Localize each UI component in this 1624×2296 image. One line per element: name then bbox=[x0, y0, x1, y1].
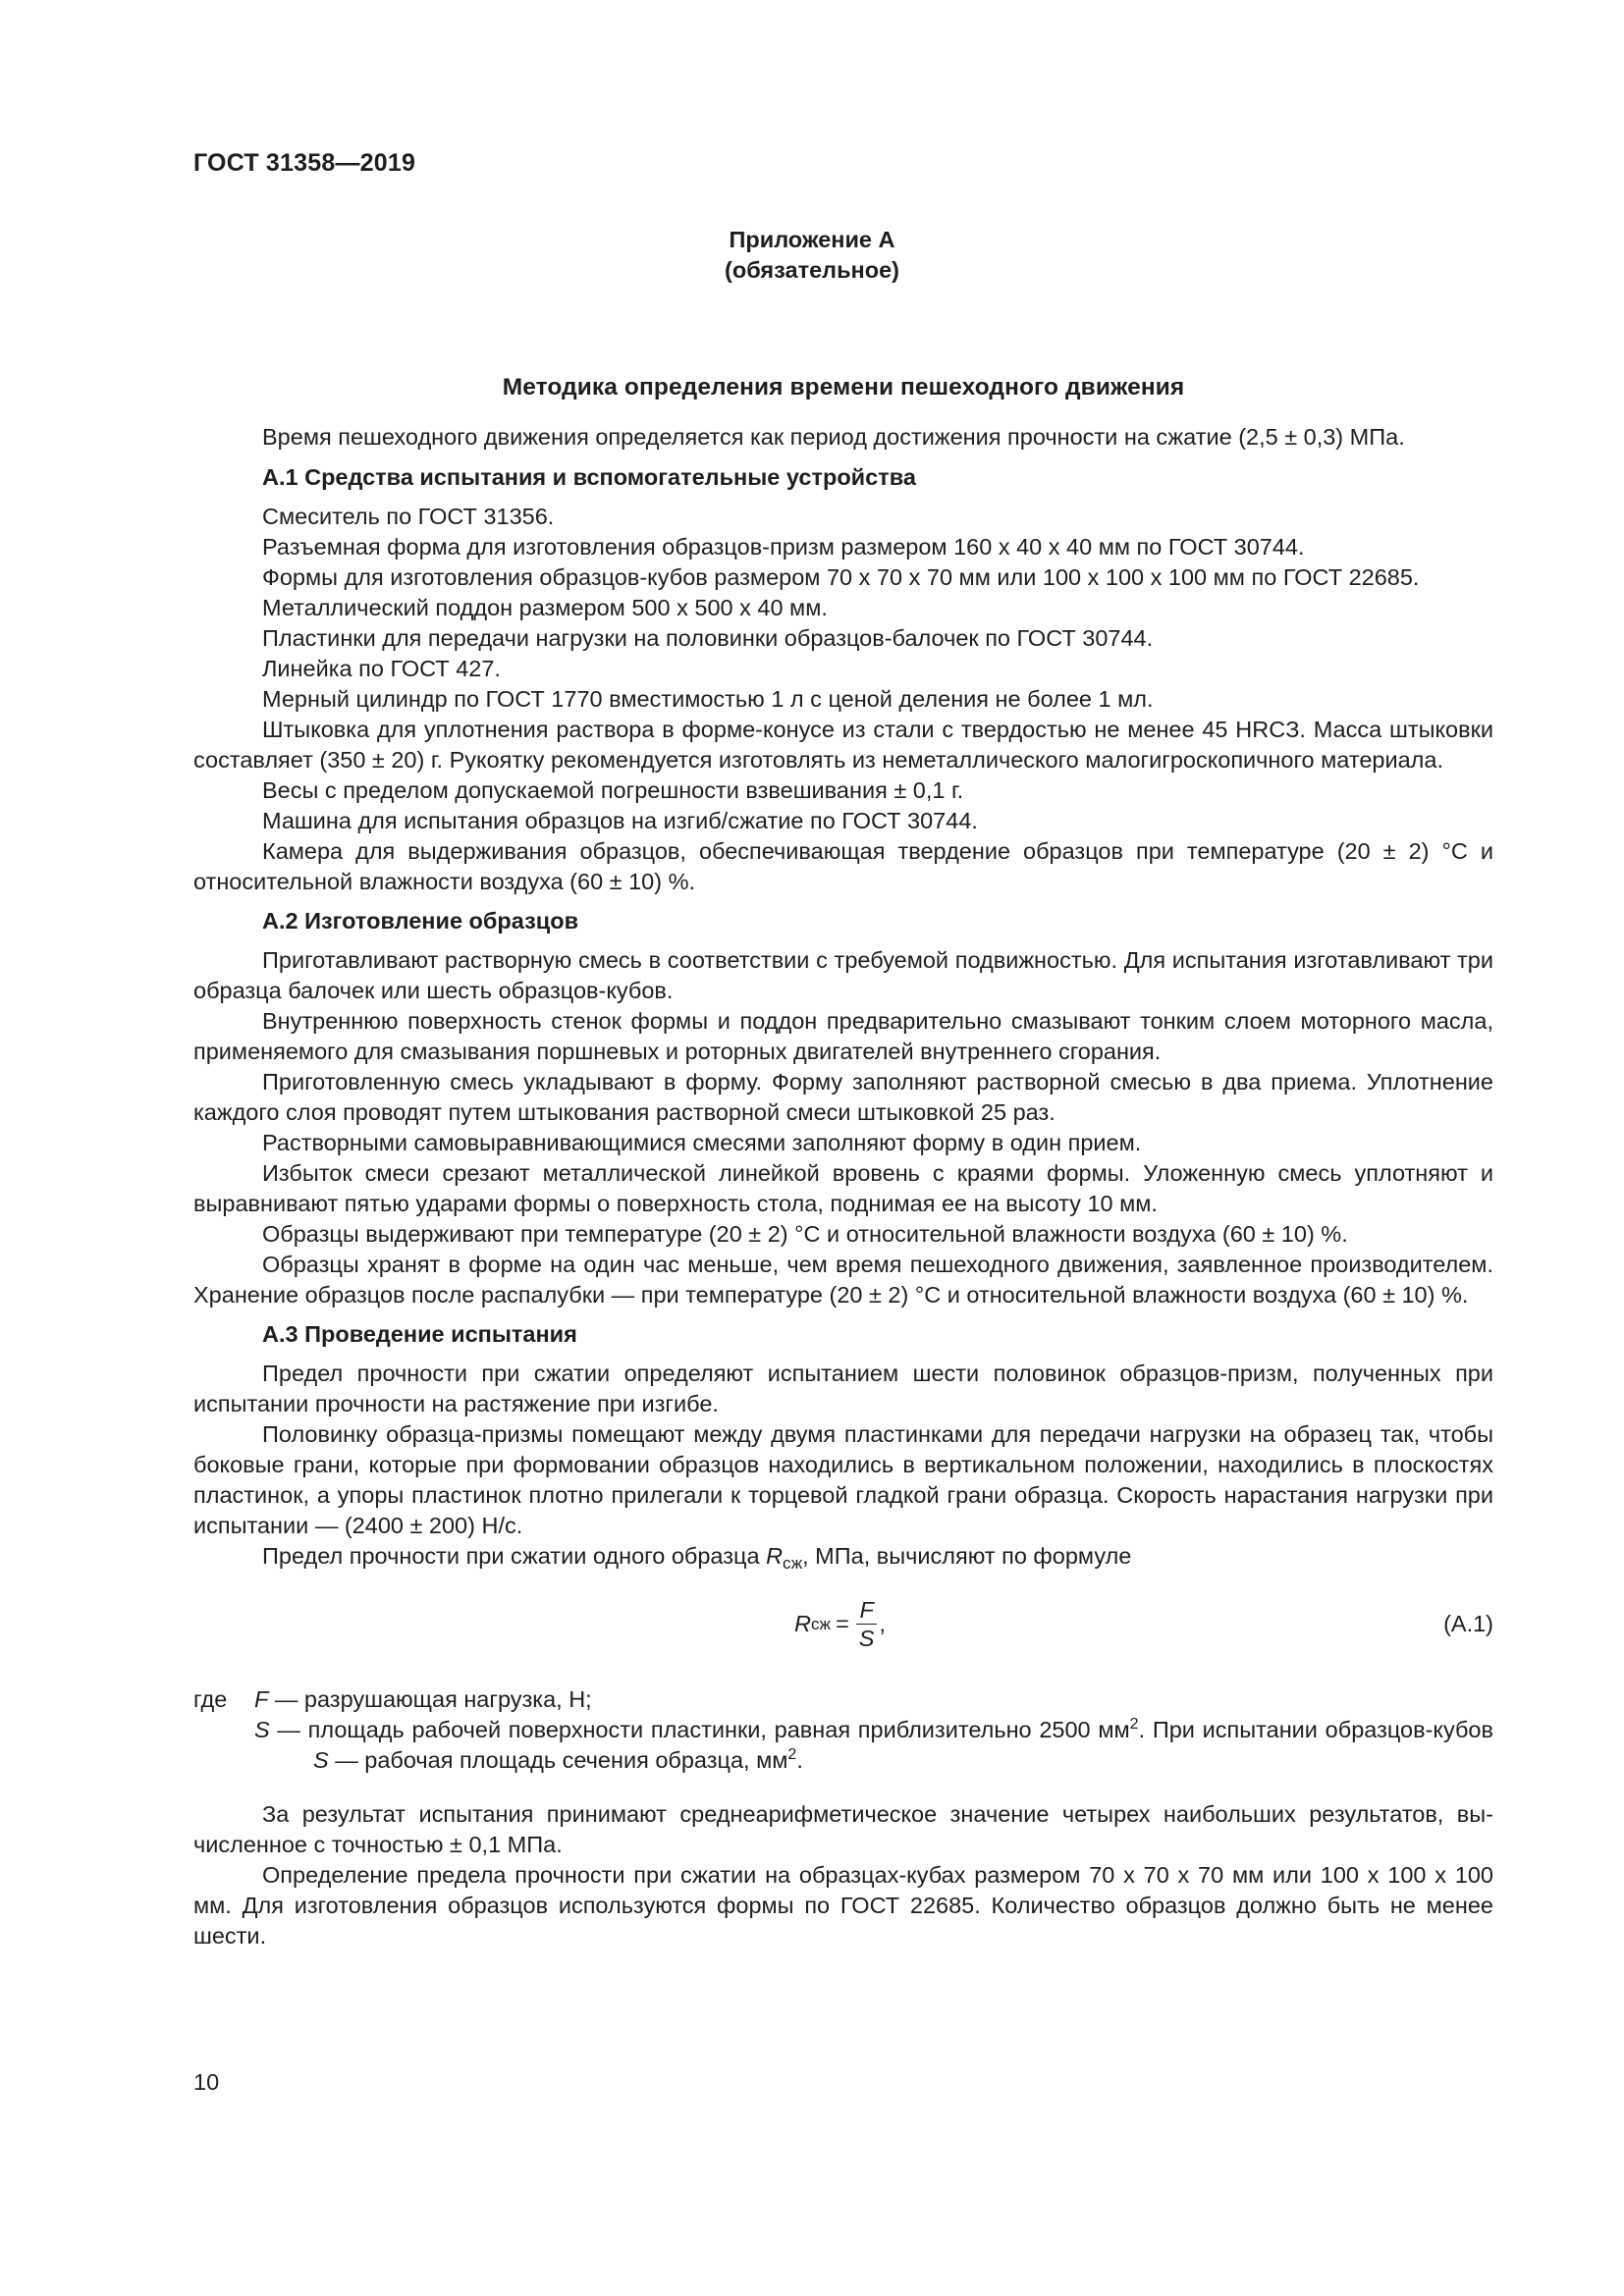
formula-a1 bbox=[193, 1592, 1493, 1667]
equipment-item: Весы с пределом допускаемой погрешности взвешивания ± 0,1 г. bbox=[262, 777, 964, 803]
formula-lhs-variable: R bbox=[794, 1611, 811, 1636]
definition-symbol: S bbox=[313, 1747, 329, 1773]
equipment-item: Линейка по ГОСТ 427. bbox=[262, 656, 501, 681]
formula-intro-variable: R bbox=[766, 1543, 784, 1569]
section-a2-paragraph: Приготовленную смесь укладывают в форму. Форму заполняют растворной смесью в два приема. Уплотнение каждого слоя проводят путем штыкования растворной смеси штыковкой 25 раз. bbox=[193, 1069, 1493, 1125]
formula-fraction bbox=[856, 1596, 878, 1652]
formula-intro-paragraph bbox=[193, 1541, 1493, 1578]
formula-lhs-subscript: сж bbox=[810, 1615, 832, 1633]
section-a3-paragraph: Предел прочности при сжатии определяют испытанием шести половинок образцов-призм, полученных при испытании прочности на растяжение при изгибе. bbox=[193, 1361, 1493, 1416]
definition-S bbox=[193, 1715, 1493, 1776]
definition-symbol: S bbox=[254, 1717, 270, 1742]
formula-number: (А.1) bbox=[1443, 1611, 1493, 1636]
annex-title: Приложение А bbox=[729, 227, 895, 252]
section-a2-body bbox=[193, 945, 1493, 1310]
superscript-2: 2 bbox=[1129, 1716, 1139, 1733]
section-a2-paragraph: Растворными самовыравнивающимися смесями заполняют форму в один прием. bbox=[262, 1130, 1142, 1155]
section-a2-paragraph: Приготавливают растворную смесь в соответствии с требуемой подвижностью. Для испытания изготавливают три образца балочек или шесть образцов-кубов. bbox=[193, 947, 1493, 1003]
section-a2-paragraph: Избыток смеси срезают металлической линейкой вровень с краями формы. Уложенную смесь уплотняют и выравнивают пятью ударами формы о поверхность стола, поднимая ее на высоту 10 мм. bbox=[193, 1160, 1493, 1216]
section-a2-paragraph: Внутреннюю поверхность стенок формы и поддон предварительно смазывают тонким слоем моторного масла, применяемого для смазывания поршневых и роторных двигателей внутреннего сгорания. bbox=[193, 1008, 1493, 1064]
section-a3-closing-paragraph: Определение предела прочности при сжатии на образцах-кубах размером 70 х 70 х 70 мм или 100 х 100 х 100 мм. Для изготовления образцов используются формы по ГОСТ 22685. Количество образцов должно быть не менее шести. bbox=[193, 1862, 1493, 1949]
definition-F bbox=[193, 1684, 1493, 1715]
definition-text-part: — рабочая площадь сечения образца, мм bbox=[328, 1747, 788, 1773]
definition-symbol: F bbox=[254, 1686, 269, 1712]
equipment-item: Разъемная форма для изготовления образцов-призм размером 160 х 40 х 40 мм по ГОСТ 30744. bbox=[262, 534, 1305, 560]
methodology-title: Методика определения времени пешеходного движения bbox=[502, 374, 1185, 400]
equipment-item: Смеситель по ГОСТ 31356. bbox=[262, 504, 555, 529]
formula-intro-suffix: , МПа, вычисляют по формуле bbox=[802, 1543, 1132, 1569]
section-a1-equipment-list bbox=[193, 502, 1493, 897]
formula-definitions bbox=[193, 1684, 1493, 1776]
equipment-item: Камера для выдерживания образцов, обеспечивающая твердение образцов при температуре (20 ± 2) °С и относительной влажности воздуха (60 ± 10) %. bbox=[193, 838, 1493, 894]
spacer bbox=[193, 1778, 1493, 1799]
where-word: где bbox=[193, 1686, 228, 1712]
equipment-item: Формы для изготовления образцов-кубов размером 70 х 70 х 70 мм или 100 х 100 х 100 мм по ГОСТ 22685. bbox=[262, 564, 1420, 590]
definition-S-text bbox=[254, 1715, 1493, 1776]
equipment-item: Штыковка для уплотнения раствора в форме-конусе из стали с твердостью не менее 45 HRCЗ. Масса штыковки составляет (350 ± 20) г. Рукоятку рекомендуется изготовлять из неметаллического малогигроскопичного материала. bbox=[193, 717, 1493, 773]
formula-intro-subscript: сж bbox=[783, 1554, 803, 1573]
section-a3-closing-paragraph: За результат испытания принимают среднеарифметическое значение четырех наибольших результатов, вычисленное с точностью ± 0,1 МПа. bbox=[193, 1801, 1493, 1857]
document-body bbox=[193, 372, 1493, 1951]
superscript-2: 2 bbox=[787, 1746, 797, 1763]
definition-text-part: . bbox=[796, 1747, 803, 1773]
formula-trailing-comma: , bbox=[879, 1611, 887, 1636]
annex-heading bbox=[0, 225, 1624, 286]
section-a2-heading: А.2 Изготовление образцов bbox=[262, 908, 579, 934]
definition-text-part: — площадь рабочей поверхности пластинки, равная приблизительно 2500 мм bbox=[269, 1717, 1130, 1742]
intro-paragraph: Время пешеходного движения определяется как период достижения прочности на сжатие (2,5 ± 0,3) МПа. bbox=[262, 424, 1405, 450]
equipment-item: Металлический поддон размером 500 х 500 х 40 мм. bbox=[262, 595, 828, 620]
definition-text: — разрушающая нагрузка, Н; bbox=[268, 1686, 592, 1712]
definition-text-part: . При испытании образцов-кубов bbox=[1138, 1717, 1493, 1742]
document-code-header: ГОСТ 31358—2019 bbox=[193, 149, 416, 177]
page-number: 10 bbox=[193, 2069, 220, 2095]
section-a3-paragraph: Половинку образца-призмы помещают между двумя пластинками для передачи нагрузки на образец так, чтобы боковые грани, которые при формовании образцов находились в вертикальном положении, находились в плоскостях пластинок, а упоры пластинок плотно прилегали к торцевой гладкой грани образца. Скорость нарастания нагрузки при испытании — (2400 ± 200) Н/с. bbox=[193, 1421, 1493, 1538]
section-a3-body bbox=[193, 1359, 1493, 1951]
formula-intro-prefix: Предел прочности при сжатии одного образца bbox=[262, 1543, 767, 1569]
formula-expression bbox=[794, 1596, 886, 1652]
formula-equals-sign: = bbox=[836, 1611, 849, 1636]
equipment-item: Пластинки для передачи нагрузки на половинки образцов-балочек по ГОСТ 30744. bbox=[262, 625, 1154, 651]
formula-numerator: F bbox=[856, 1596, 876, 1625]
formula-denominator: S bbox=[858, 1626, 875, 1651]
section-a2-paragraph: Образцы хранят в форме на один час меньше, чем время пешеходного движения, заявленное производителем. Хранение образцов после распалубки — при температуре (20 ± 2) °С и относительной влажности воздуха (60 ± 10) %. bbox=[193, 1252, 1493, 1308]
annex-status: (обязательное) bbox=[725, 257, 899, 283]
section-a1-heading: А.1 Средства испытания и вспомогательные устройства bbox=[262, 464, 916, 490]
section-a3-heading: А.3 Проведение испытания bbox=[262, 1321, 577, 1347]
equipment-item: Мерный цилиндр по ГОСТ 1770 вместимостью 1 л с ценой деления не более 1 мл. bbox=[262, 686, 1154, 712]
section-a2-paragraph: Образцы выдерживают при температуре (20 ± 2) °С и относительной влажности воздуха (60 ± 10) %. bbox=[262, 1221, 1348, 1247]
equipment-item: Машина для испытания образцов на изгиб/сжатие по ГОСТ 30744. bbox=[262, 808, 978, 833]
